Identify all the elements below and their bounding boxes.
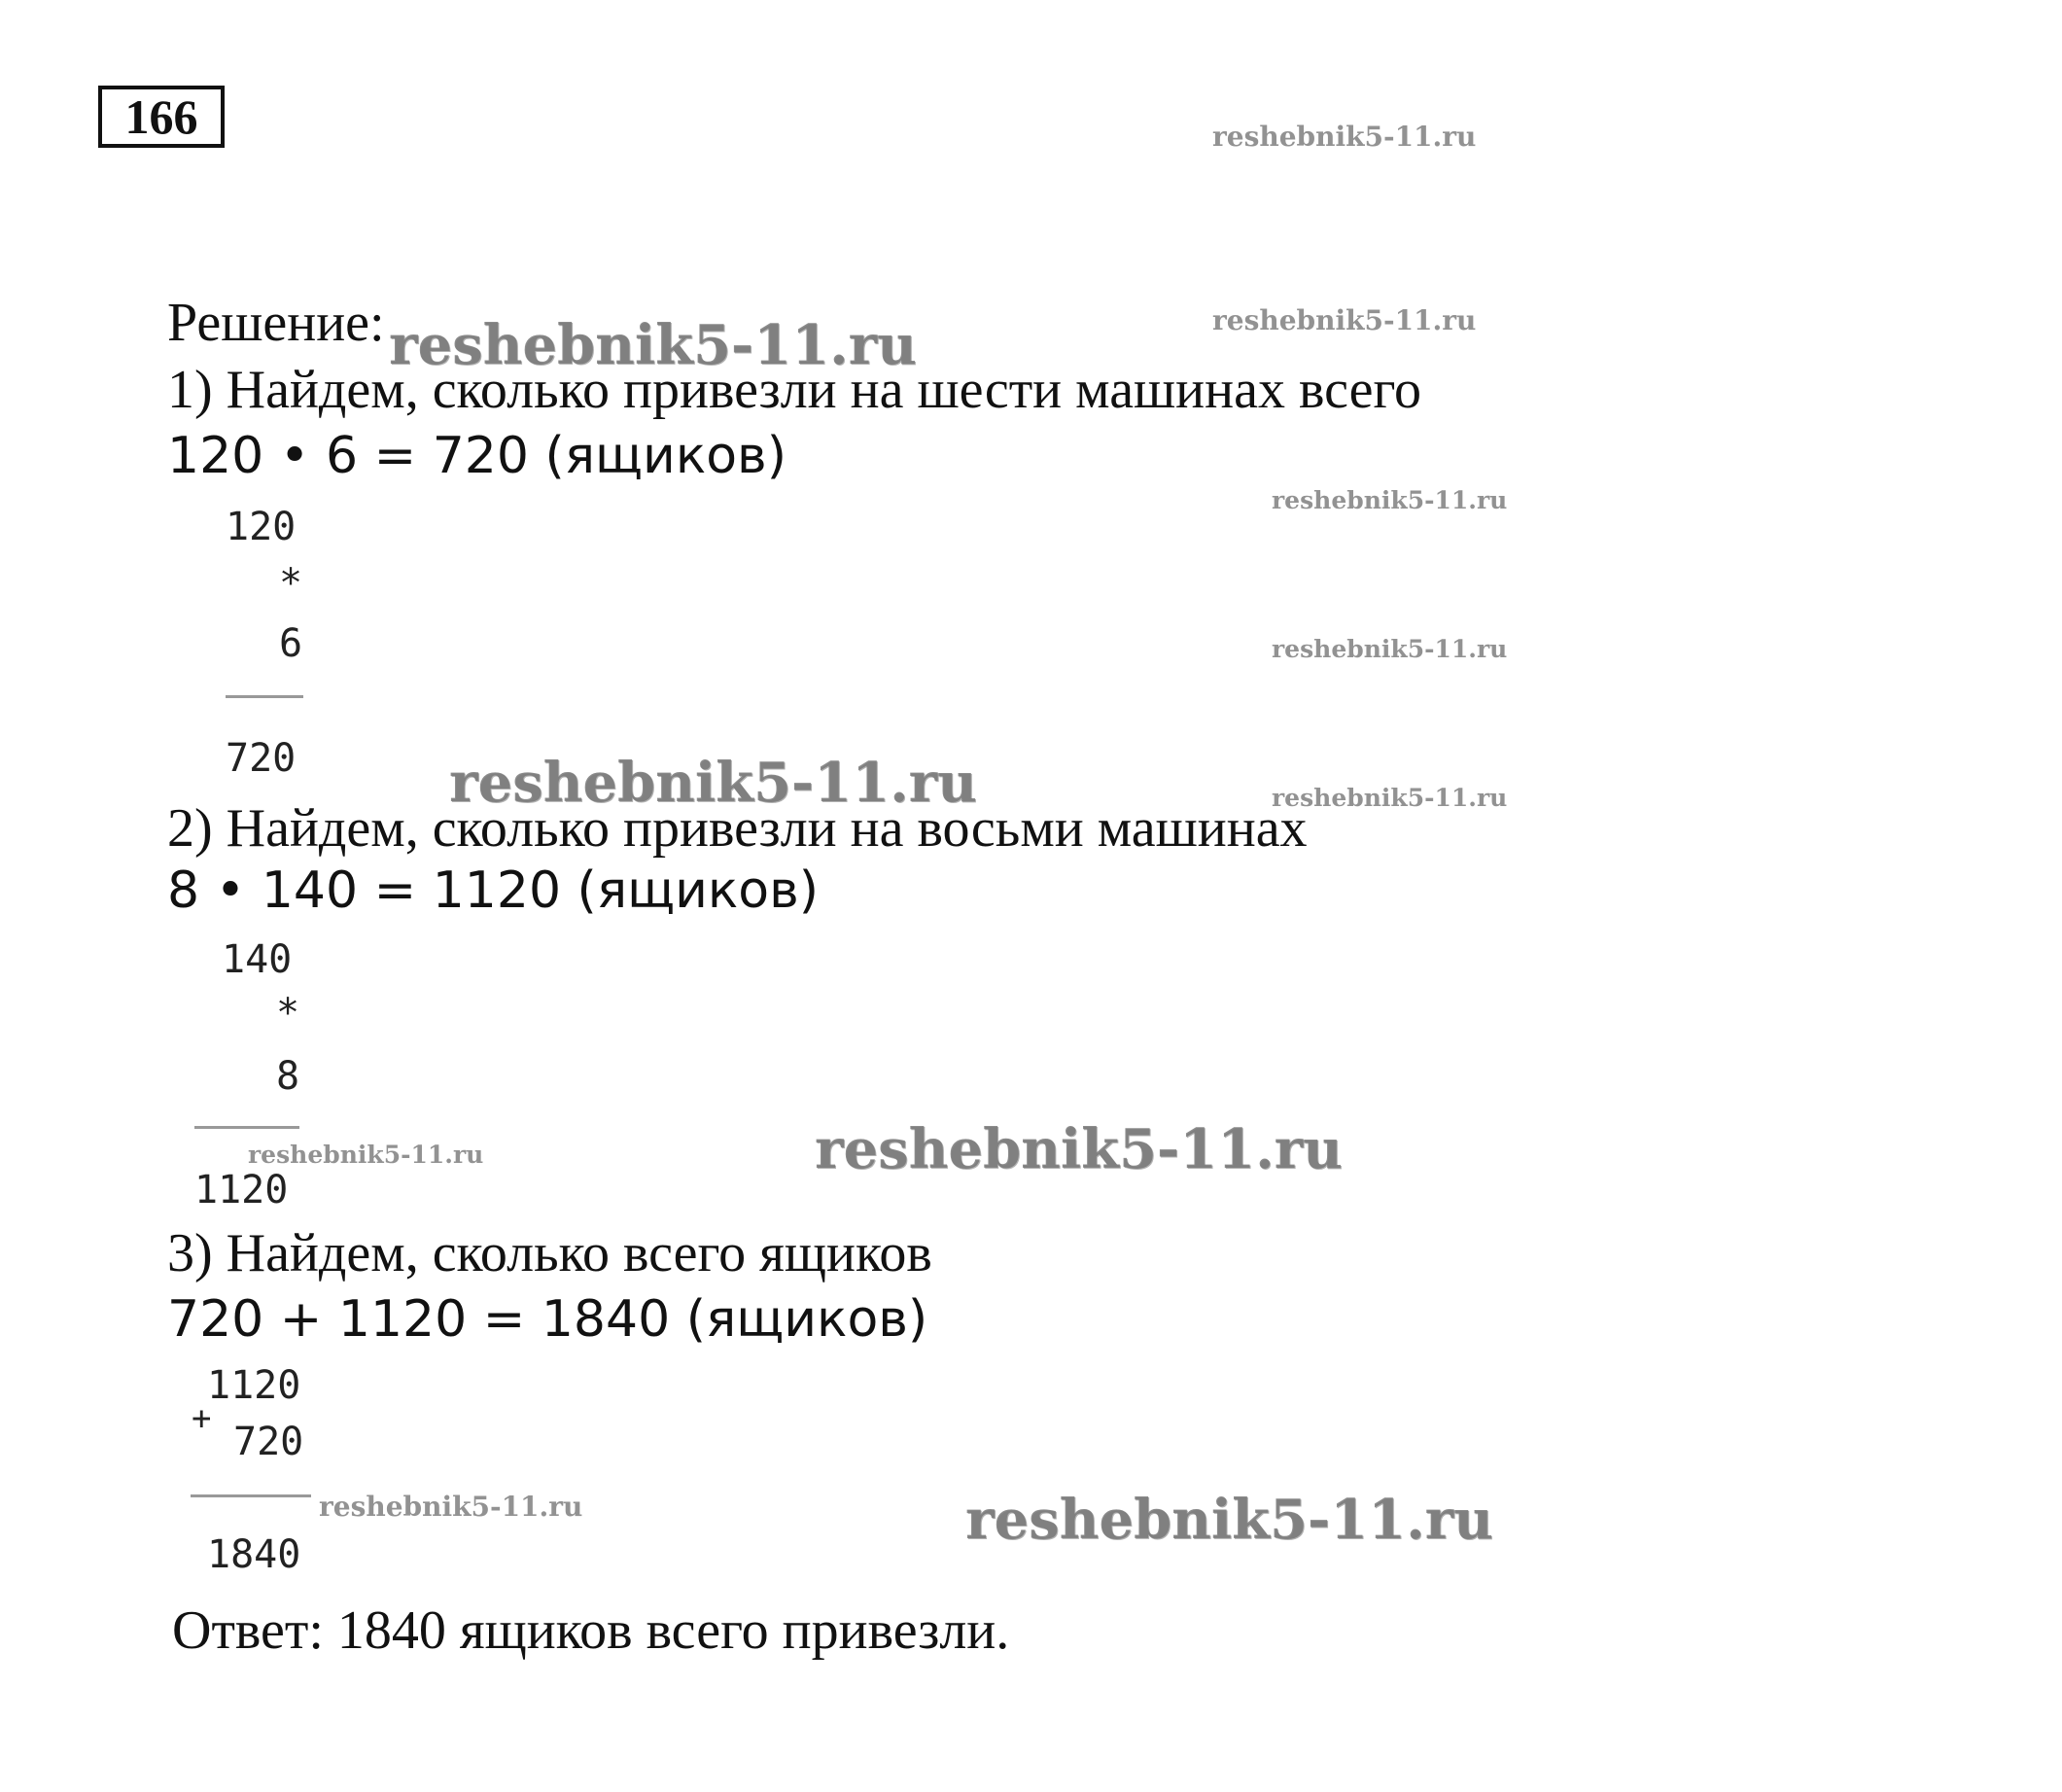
step-title: 3) Найдем, сколько всего ящиков (167, 1223, 932, 1283)
step-equation: 8 • 140 = 1120 (ящиков) (167, 861, 820, 920)
watermark: reshebnik5-11.ru (1272, 784, 1508, 812)
column-operator: + (192, 1399, 212, 1438)
column-result: 1840 (207, 1532, 301, 1577)
watermark: reshebnik5-11.ru (449, 751, 977, 815)
watermark: reshebnik5-11.ru (1212, 304, 1477, 336)
column-rule (226, 695, 303, 698)
watermark: reshebnik5-11.ru (248, 1141, 484, 1169)
column-top: 140 (222, 937, 293, 982)
step-title: 2) Найдем, сколько привезли на восьми машинах (167, 798, 1308, 859)
column-bottom: 720 (233, 1420, 304, 1464)
column-rule (191, 1494, 311, 1497)
column-bottom: 6 (279, 621, 303, 666)
step-equation: 720 + 1120 = 1840 (ящиков) (167, 1290, 928, 1349)
watermark: reshebnik5-11.ru (1212, 121, 1477, 153)
column-top: 1120 (207, 1363, 301, 1408)
column-operator: * (279, 561, 303, 606)
watermark: reshebnik5-11.ru (319, 1491, 583, 1523)
answer: Ответ: 1840 ящиков всего привезли. (172, 1600, 1010, 1661)
watermark: reshebnik5-11.ru (389, 313, 917, 377)
column-rule (194, 1126, 299, 1129)
problem-number: 166 (98, 86, 225, 148)
solution-label: Решение: (167, 293, 385, 353)
step-equation: 120 • 6 = 720 (ящиков) (167, 427, 786, 485)
column-operator: * (276, 991, 300, 1036)
watermark: reshebnik5-11.ru (965, 1488, 1493, 1552)
watermark: reshebnik5-11.ru (1272, 486, 1508, 514)
column-result: 720 (226, 736, 297, 781)
column-result: 1120 (194, 1168, 289, 1212)
watermark: reshebnik5-11.ru (1272, 635, 1508, 663)
column-bottom: 8 (276, 1054, 300, 1099)
watermark: reshebnik5-11.ru (815, 1117, 1343, 1181)
step-title: 1) Найдем, сколько привезли на шести машинах всего (167, 360, 1422, 420)
column-top: 120 (226, 505, 297, 549)
